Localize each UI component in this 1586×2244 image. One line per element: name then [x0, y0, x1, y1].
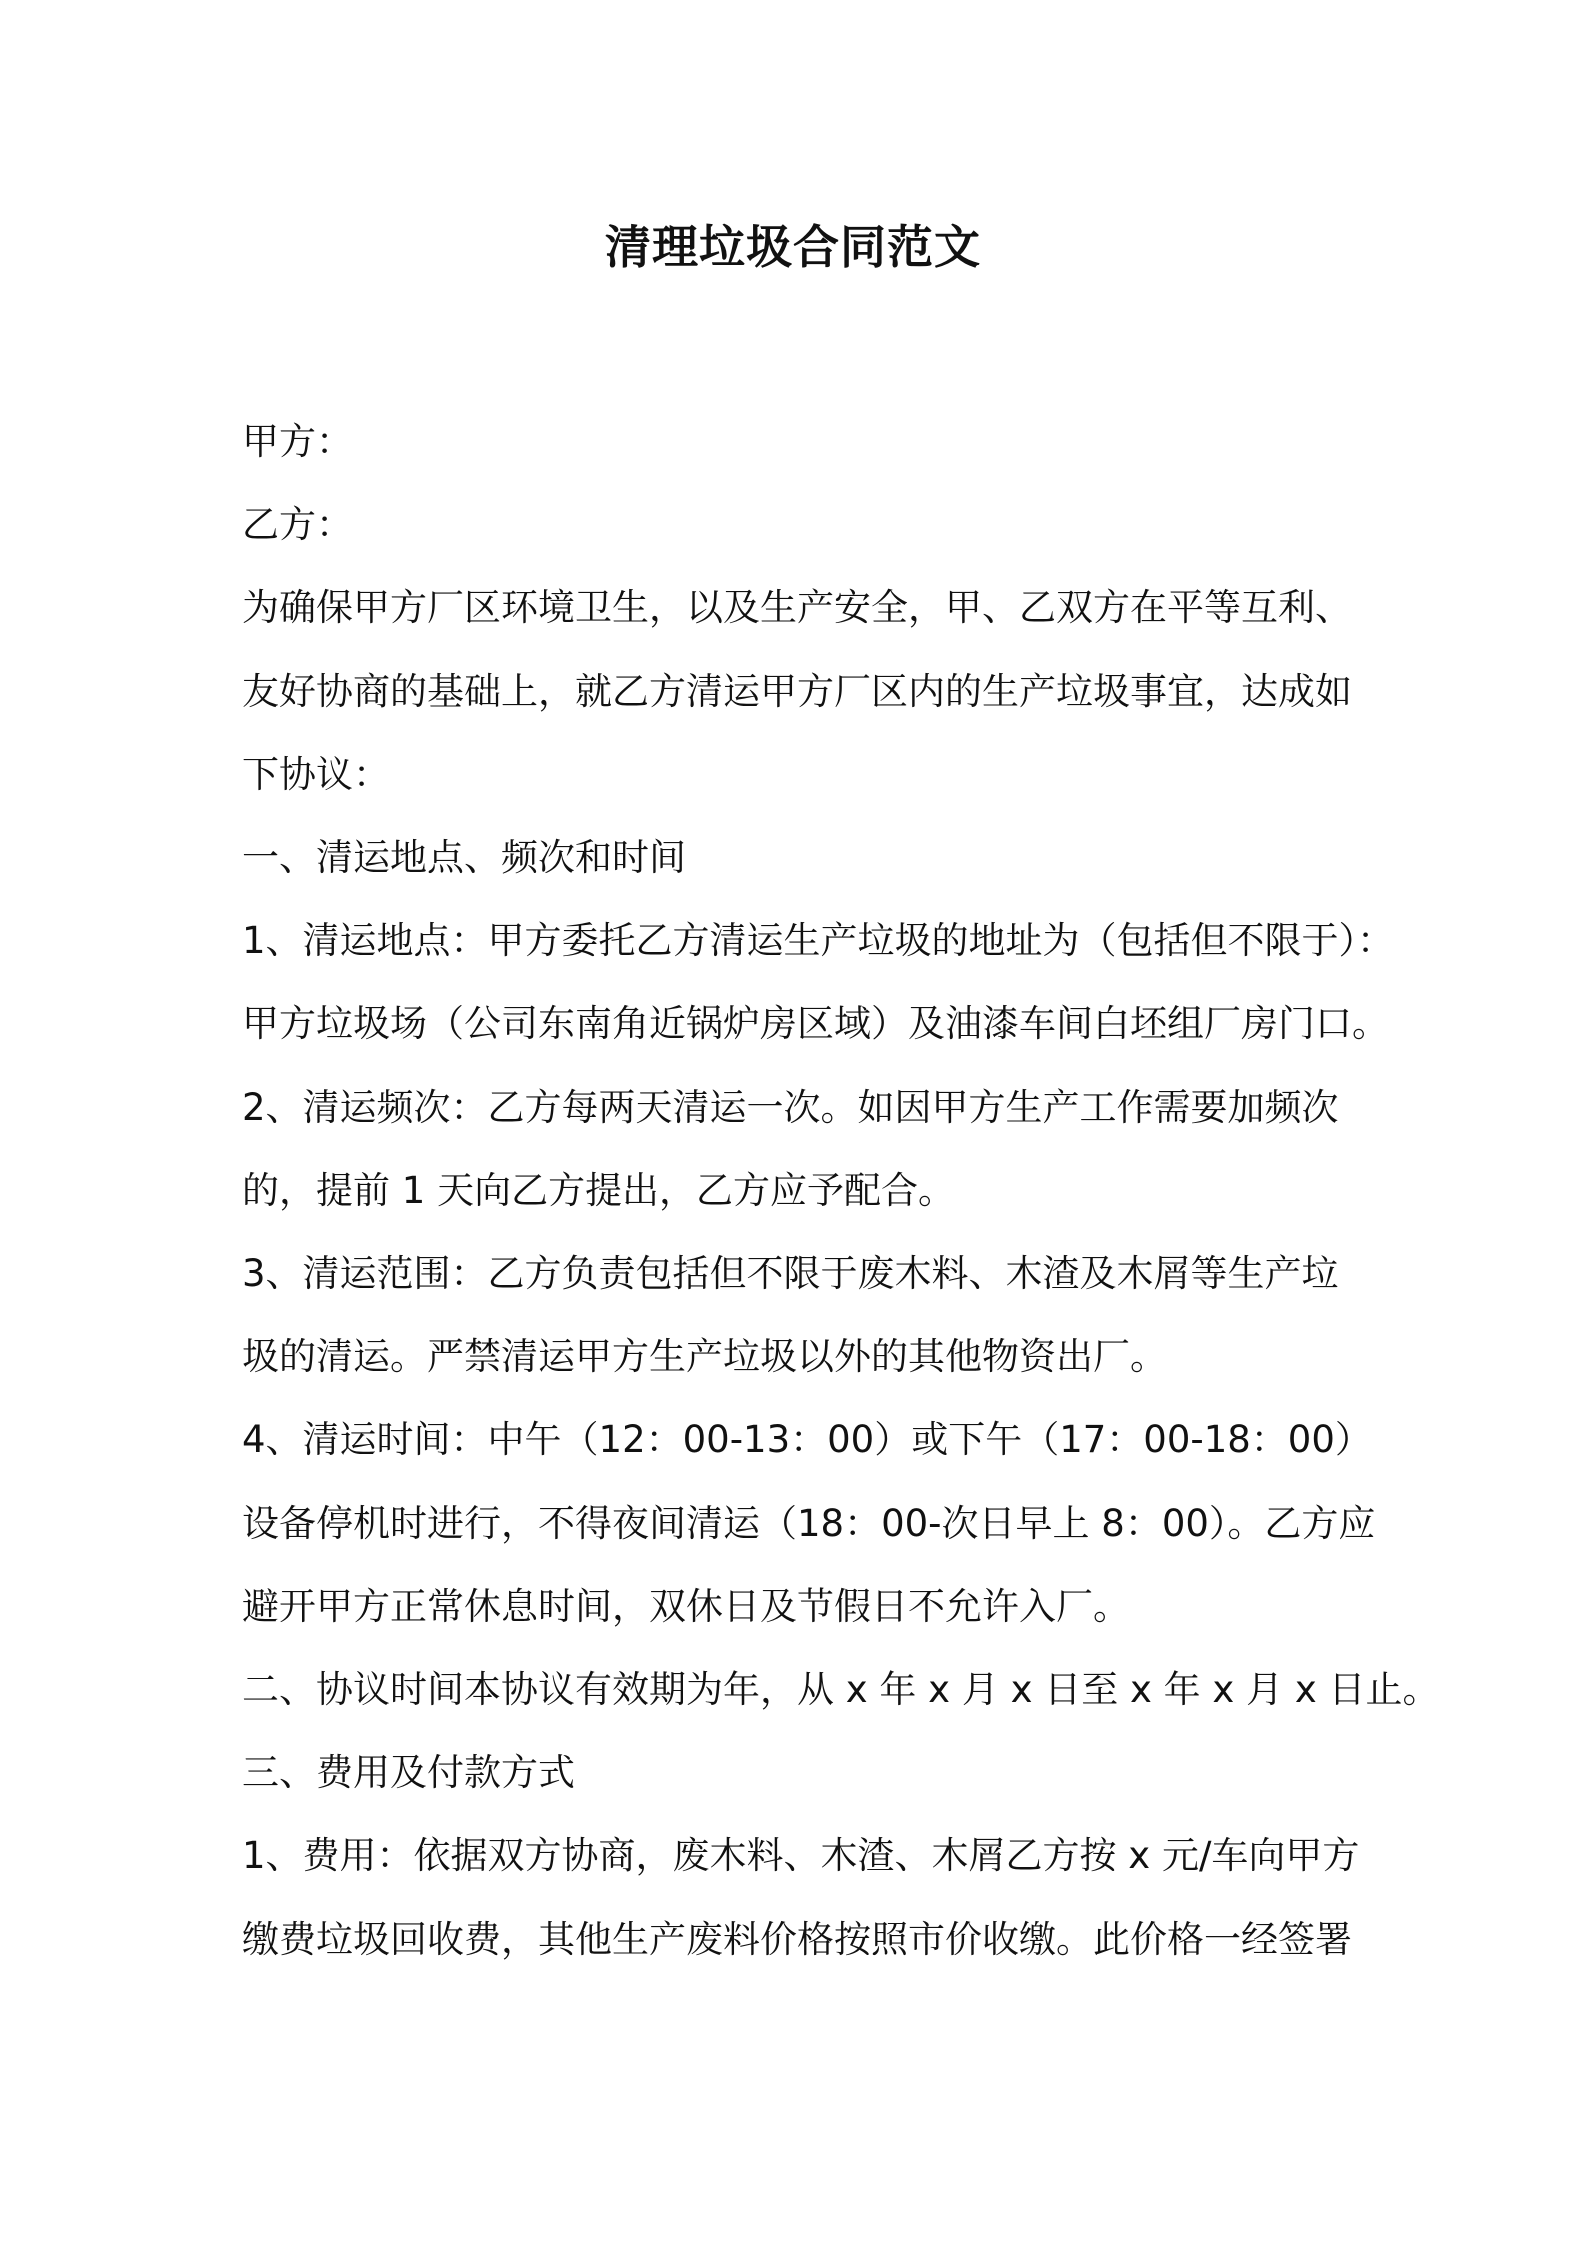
section-heading-3: 三、费用及付款方式 — [242, 1751, 575, 1795]
preamble-line-2: 友好协商的基础上，就乙方清运甲方厂区内的生产垃圾事宜，达成如 — [242, 669, 1352, 713]
party-a-line: 甲方： — [242, 420, 353, 463]
section-heading-1: 一、清运地点、频次和时间 — [242, 836, 686, 880]
clause-2-line-2: 的，提前 1 天向乙方提出，乙方应予配合。 — [242, 1168, 956, 1212]
clause-4-line-2: 设备停机时进行，不得夜间清运（18：00-次日早上 8：00）。乙方应 — [242, 1501, 1376, 1545]
preamble-line-3: 下协议： — [242, 752, 390, 796]
fee-clause-line-1: 1、费用：依据双方协商，废木料、木渣、木屑乙方按 x 元/车向甲方 — [242, 1834, 1360, 1878]
clause-1-line-1: 1、清运地点：甲方委托乙方清运生产垃圾的地址为（包括但不限于）： — [242, 919, 1395, 963]
document-body — [242, 400, 1440, 1981]
document-title: 清理垃圾合同范文 — [605, 220, 981, 274]
fee-clause-line-2: 缴费垃圾回收费，其他生产废料价格按照市价收缴。此价格一经签署 — [242, 1917, 1352, 1961]
clause-3-line-2: 圾的清运。严禁清运甲方生产垃圾以外的其他物资出厂。 — [242, 1335, 1167, 1379]
section-heading-2: 二、协议时间本协议有效期为年，从 x 年 x 月 x 日至 x 年 x 月 x 日止。 — [242, 1668, 1440, 1712]
party-b-line: 乙方： — [242, 503, 353, 547]
clause-4-line-3: 避开甲方正常休息时间，双休日及节假日不允许入厂。 — [242, 1584, 1130, 1628]
clause-1-line-2: 甲方垃圾场（公司东南角近锅炉房区域）及油漆车间白坯组厂房门口。 — [242, 1002, 1389, 1046]
preamble-line-1: 为确保甲方厂区环境卫生，以及生产安全，甲、乙双方在平等互利、 — [242, 586, 1352, 630]
clause-3-line-1: 3、清运范围：乙方负责包括但不限于废木料、木渣及木屑等生产垃 — [242, 1252, 1339, 1296]
clause-2-line-1: 2、清运频次：乙方每两天清运一次。如因甲方生产工作需要加频次 — [242, 1085, 1339, 1129]
clause-4-line-1: 4、清运时间：中午（12：00-13：00）或下午（17：00-18：00） — [242, 1418, 1372, 1462]
